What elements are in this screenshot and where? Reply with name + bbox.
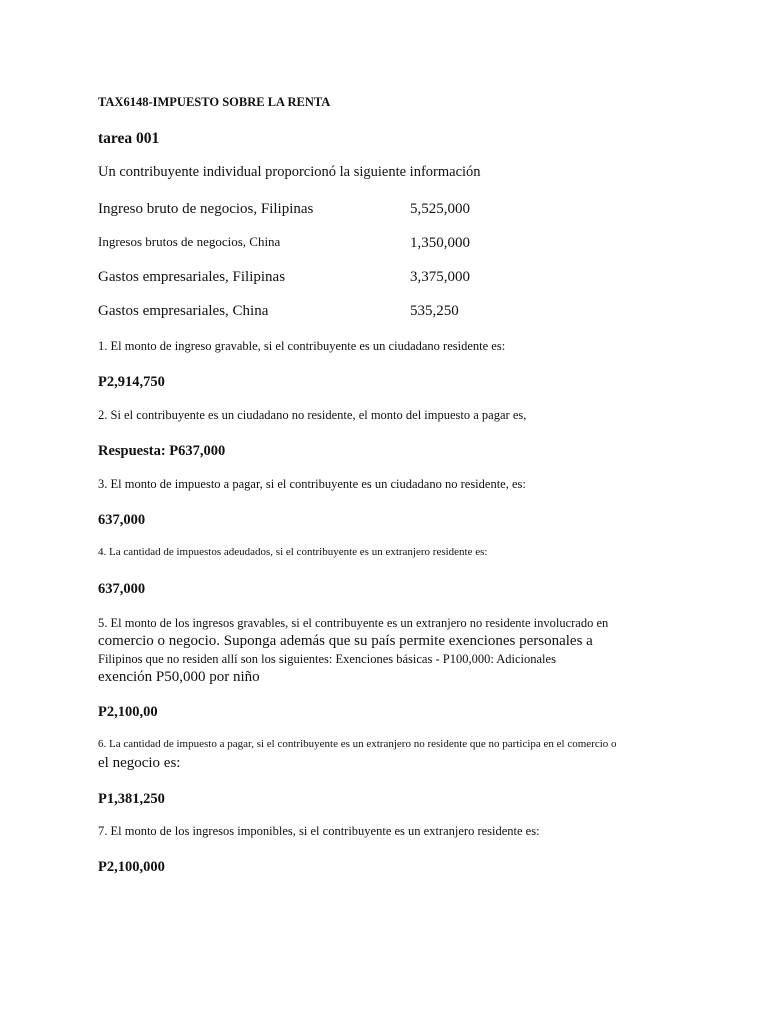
question-text: comercio o negocio. Suponga además que su país permite exenciones personales a xyxy=(98,633,593,649)
answer-text: Respuesta: P637,000 xyxy=(98,443,226,459)
question-text: 1. El monto de ingreso gravable, si el contribuyente es un ciudadano residente es: xyxy=(98,339,506,353)
answer-text: P2,100,000 xyxy=(98,859,165,875)
question-text: exención P50,000 por niño xyxy=(98,669,260,685)
question-text: 6. La cantidad de impuesto a pagar, si el contribuyente es un extranjero no residente que no participa en el comercio o xyxy=(98,738,617,750)
data-row-value: 1,350,000 xyxy=(410,235,470,251)
data-row-label: Gastos empresariales, Filipinas xyxy=(98,269,286,285)
answer-text: 637,000 xyxy=(98,512,146,528)
assignment-title: tarea 001 xyxy=(98,130,160,147)
answer-text: P1,381,250 xyxy=(98,791,165,807)
intro-text: Un contribuyente individual proporcionó la siguiente información xyxy=(98,164,481,180)
question-text: Filipinos que no residen allí son los siguientes: Exenciones básicas - P100,000: Adicionales xyxy=(98,652,556,666)
data-row-value: 5,525,000 xyxy=(410,201,470,217)
data-row-label: Ingreso bruto de negocios, Filipinas xyxy=(98,201,314,217)
data-row-label: Ingresos brutos de negocios, China xyxy=(98,234,281,249)
question-text: 2. Si el contribuyente es un ciudadano no residente, el monto del impuesto a pagar es, xyxy=(98,408,527,422)
data-row-value: 535,250 xyxy=(410,303,459,319)
data-row-label: Gastos empresariales, China xyxy=(98,303,269,319)
question-text: 7. El monto de los ingresos imponibles, si el contribuyente es un extranjero residente es: xyxy=(98,824,540,838)
answer-text: 637,000 xyxy=(98,581,146,597)
course-title: TAX6148-IMPUESTO SOBRE LA RENTA xyxy=(98,95,331,109)
data-row-value: 3,375,000 xyxy=(410,269,470,285)
question-text: el negocio es: xyxy=(98,755,181,771)
question-text: 3. El monto de impuesto a pagar, si el contribuyente es un ciudadano no residente, es: xyxy=(98,477,526,491)
answer-text: P2,100,00 xyxy=(98,704,158,720)
question-text: 5. El monto de los ingresos gravables, si el contribuyente es un extranjero no residente involucrado en xyxy=(98,616,609,630)
question-text: 4. La cantidad de impuestos adeudados, si el contribuyente es un extranjero residente es: xyxy=(98,546,488,558)
answer-text: P2,914,750 xyxy=(98,374,165,390)
